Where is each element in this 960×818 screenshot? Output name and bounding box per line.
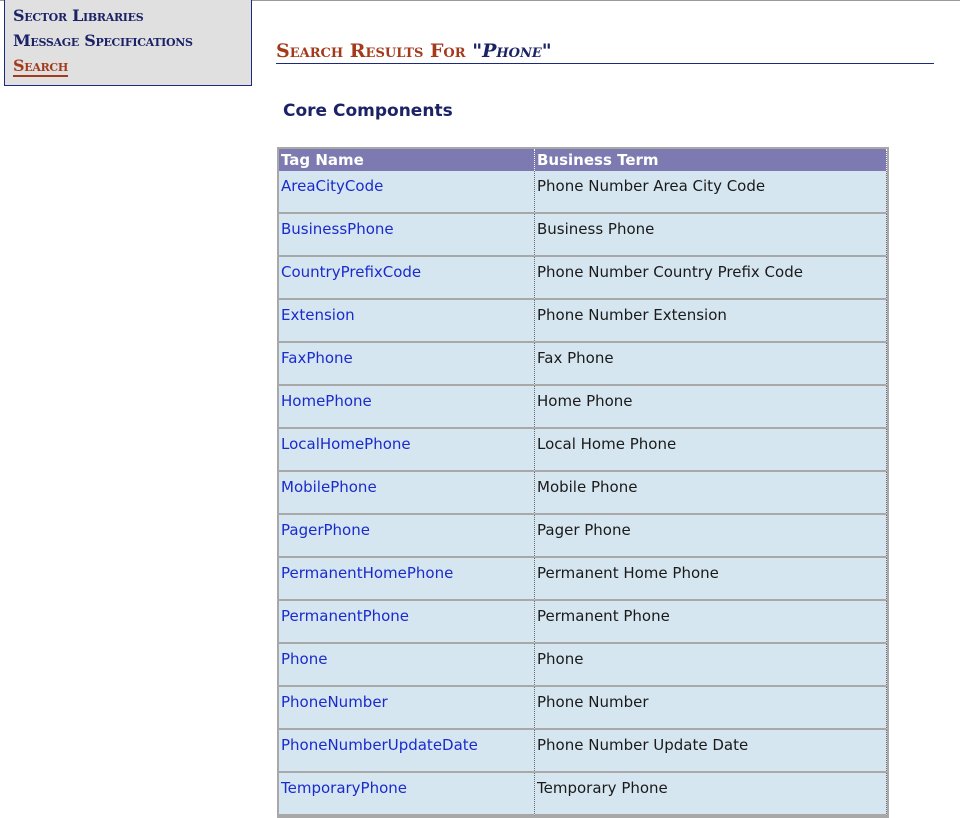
table-row [279, 429, 887, 472]
table-row [279, 214, 887, 257]
tag-name-link[interactable]: PhoneNumberUpdateDate [281, 736, 478, 754]
business-term-cell: Phone [535, 644, 887, 687]
tag-name-link[interactable]: AreaCityCode [281, 177, 384, 195]
tag-name-link[interactable]: BusinessPhone [281, 220, 394, 238]
section-title: Core Components [283, 101, 453, 121]
nav-item-sector-libraries[interactable]: Sector Libraries [13, 6, 144, 25]
tag-name-link[interactable]: TemporaryPhone [281, 779, 408, 797]
table-row [279, 558, 887, 601]
query-close-quote: " [541, 40, 552, 62]
business-term-cell: Phone Number [535, 687, 887, 730]
tag-name-cell [279, 386, 535, 429]
tag-name-cell [279, 472, 535, 515]
business-term-cell: Mobile Phone [535, 472, 887, 515]
column-header-tag-name: Tag Name [279, 149, 535, 171]
search-query: Phone [482, 40, 542, 62]
tag-name-cell [279, 515, 535, 558]
tag-name-cell [279, 601, 535, 644]
nav-item-search[interactable]: Search [13, 56, 68, 75]
tag-name-link[interactable]: LocalHomePhone [281, 435, 411, 453]
business-term-cell: Phone Number Extension [535, 300, 887, 343]
nav-panel [4, 0, 252, 86]
tag-name-cell [279, 214, 535, 257]
tag-name-cell [279, 773, 535, 816]
table-row [279, 730, 887, 773]
nav-item-message-specifications[interactable]: Message Specifications [13, 31, 193, 50]
column-header-business-term: Business Term [535, 149, 887, 171]
table-row [279, 257, 887, 300]
table-row [279, 515, 887, 558]
table-row [279, 472, 887, 515]
search-results-heading [276, 40, 934, 64]
tag-name-link[interactable]: CountryPrefixCode [281, 263, 422, 281]
heading-prefix: Search Results For [276, 40, 473, 62]
tag-name-cell [279, 644, 535, 687]
results-table [279, 149, 887, 816]
table-row [279, 773, 887, 816]
business-term-cell: Pager Phone [535, 515, 887, 558]
tag-name-link[interactable]: MobilePhone [281, 478, 377, 496]
tag-name-cell [279, 429, 535, 472]
business-term-cell: Phone Number Area City Code [535, 171, 887, 214]
tag-name-cell [279, 558, 535, 601]
query-open-quote: " [472, 40, 483, 62]
tag-name-link[interactable]: PermanentPhone [281, 607, 410, 625]
business-term-cell: Permanent Home Phone [535, 558, 887, 601]
table-row [279, 343, 887, 386]
tag-name-link[interactable]: Extension [281, 306, 355, 324]
business-term-cell: Business Phone [535, 214, 887, 257]
table-row [279, 386, 887, 429]
tag-name-link[interactable]: PermanentHomePhone [281, 564, 454, 582]
tag-name-link[interactable]: PhoneNumber [281, 693, 388, 711]
business-term-cell: Phone Number Country Prefix Code [535, 257, 887, 300]
tag-name-cell [279, 730, 535, 773]
business-term-cell: Home Phone [535, 386, 887, 429]
table-row [279, 601, 887, 644]
table-row [279, 687, 887, 730]
business-term-cell: Temporary Phone [535, 773, 887, 816]
results-table-body [279, 171, 887, 816]
business-term-cell: Local Home Phone [535, 429, 887, 472]
business-term-cell: Fax Phone [535, 343, 887, 386]
tag-name-cell [279, 687, 535, 730]
tag-name-cell [279, 300, 535, 343]
tag-name-link[interactable]: PagerPhone [281, 521, 370, 539]
table-row [279, 300, 887, 343]
tag-name-cell [279, 343, 535, 386]
business-term-cell: Phone Number Update Date [535, 730, 887, 773]
tag-name-link[interactable]: FaxPhone [281, 349, 353, 367]
tag-name-cell [279, 171, 535, 214]
table-row [279, 171, 887, 214]
tag-name-cell [279, 257, 535, 300]
tag-name-link[interactable]: HomePhone [281, 392, 372, 410]
table-row [279, 644, 887, 687]
business-term-cell: Permanent Phone [535, 601, 887, 644]
table-header-row [279, 149, 887, 171]
tag-name-link[interactable]: Phone [281, 650, 328, 668]
results-table-container [277, 147, 889, 818]
